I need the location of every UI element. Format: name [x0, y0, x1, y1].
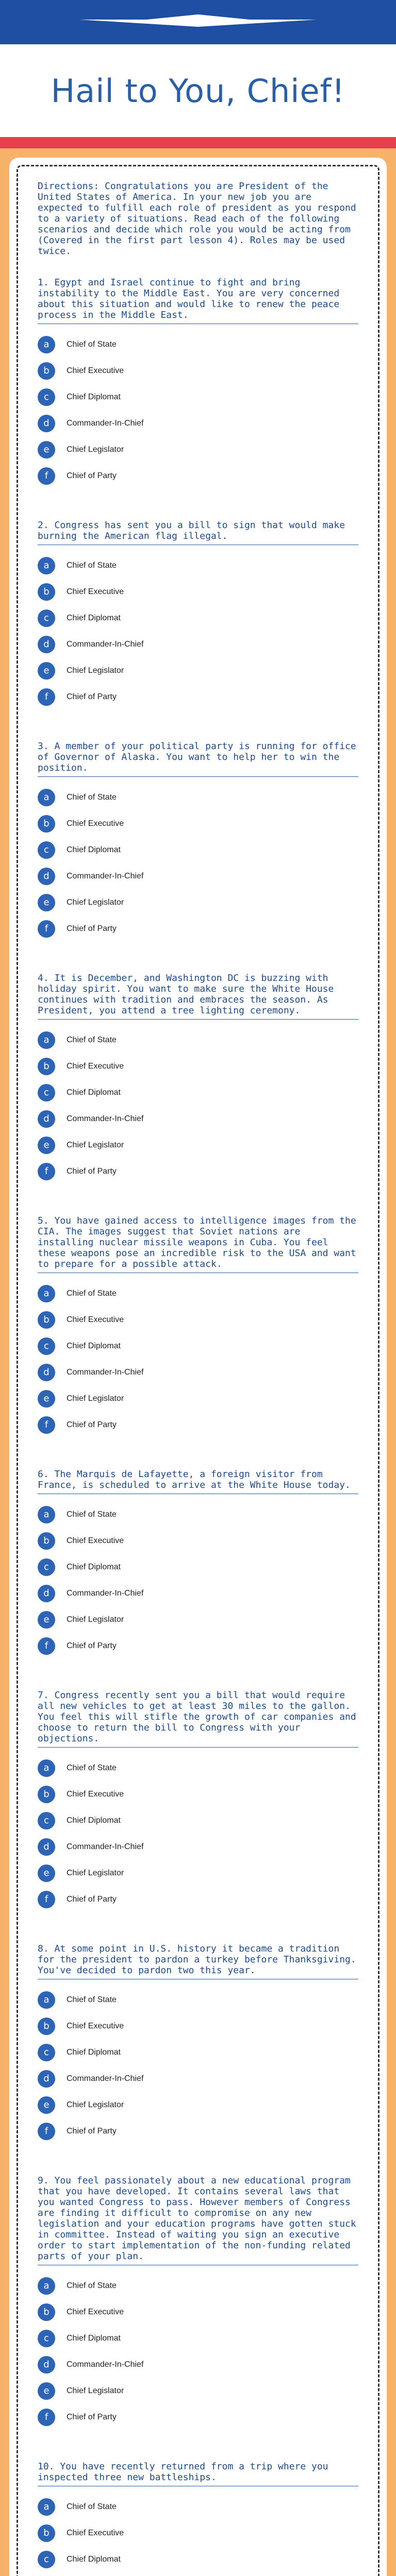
banner-decoration-lower: [79, 20, 317, 27]
option-letter-bubble[interactable]: e: [38, 1137, 55, 1154]
option-letter-bubble[interactable]: d: [38, 1110, 55, 1128]
question-spacer: [38, 2430, 358, 2461]
answer-option-a[interactable]: [38, 552, 358, 579]
option-label: Commander-In-Chief: [67, 871, 144, 880]
option-label: Chief Executive: [67, 1061, 124, 1071]
option-letter-bubble[interactable]: a: [38, 336, 55, 353]
option-letter-bubble[interactable]: e: [38, 2382, 55, 2400]
option-letter-bubble[interactable]: e: [38, 441, 55, 459]
option-letter-bubble[interactable]: a: [38, 1031, 55, 1049]
question-spacer: [38, 1184, 358, 1215]
answer-option-c[interactable]: [38, 2325, 358, 2351]
option-letter-bubble[interactable]: d: [38, 1364, 55, 1381]
question-5: [38, 1215, 358, 1469]
worksheet-content: [16, 165, 380, 2576]
option-label: Chief Legislator: [67, 2100, 124, 2109]
answer-option-e[interactable]: [38, 2378, 358, 2404]
option-letter-bubble[interactable]: a: [38, 2277, 55, 2295]
answer-option-b[interactable]: [38, 2520, 358, 2546]
option-label: Chief of State: [67, 1289, 117, 1298]
option-label: Chief of State: [67, 1995, 117, 2004]
option-letter-bubble[interactable]: c: [38, 841, 55, 859]
option-label: Chief of Party: [67, 1641, 117, 1650]
answer-option-c[interactable]: [38, 1333, 358, 1359]
option-label: Chief of Party: [67, 2412, 117, 2421]
option-label: Chief Executive: [67, 1536, 124, 1545]
option-label: Chief of Party: [67, 471, 117, 480]
option-letter-bubble[interactable]: e: [38, 2096, 55, 2114]
option-letter-bubble[interactable]: a: [38, 1759, 55, 1777]
answer-option-b[interactable]: [38, 358, 358, 384]
option-label: Chief Executive: [67, 366, 124, 375]
option-letter-bubble[interactable]: f: [38, 467, 55, 485]
question-9: [38, 2175, 358, 2461]
question-8: [38, 1943, 358, 2175]
answer-option-a[interactable]: [38, 1501, 358, 1528]
answer-option-e[interactable]: [38, 1385, 358, 1412]
option-letter-bubble[interactable]: d: [38, 2070, 55, 2088]
answer-option-a[interactable]: [38, 1987, 358, 2013]
option-label: Chief of State: [67, 340, 117, 349]
option-label: Chief Diplomat: [67, 1816, 121, 1825]
option-label: Chief of State: [67, 1510, 117, 1519]
option-label: Commander-In-Chief: [67, 1114, 144, 1123]
answer-option-e[interactable]: [38, 1860, 358, 1886]
answer-option-b[interactable]: [38, 1528, 358, 1554]
option-label: Chief of State: [67, 1763, 117, 1772]
answer-option-c[interactable]: [38, 2039, 358, 2065]
option-letter-bubble[interactable]: b: [38, 815, 55, 833]
answer-option-e[interactable]: [38, 2092, 358, 2118]
option-label: Chief Legislator: [67, 666, 124, 675]
option-label: Chief of State: [67, 792, 117, 802]
option-label: Chief Diplomat: [67, 392, 121, 401]
option-label: Commander-In-Chief: [67, 1842, 144, 1851]
question-spacer: [38, 710, 358, 741]
answer-option-f[interactable]: [38, 2404, 358, 2430]
option-letter-bubble[interactable]: f: [38, 1163, 55, 1180]
question-text: 1. Egypt and Israel continue to fight and bring instability to the Middle East. You are very concerned about this situation and would like to renew the peace process in the Middle East.: [38, 277, 358, 324]
option-label: Chief Diplomat: [67, 1088, 121, 1097]
answer-option-a[interactable]: [38, 1280, 358, 1307]
option-letter-bubble[interactable]: f: [38, 2123, 55, 2140]
question-spacer: [38, 1912, 358, 1943]
option-letter-bubble[interactable]: f: [38, 920, 55, 938]
option-label: Chief Diplomat: [67, 1341, 121, 1350]
answer-option-c[interactable]: [38, 1554, 358, 1580]
answer-option-b[interactable]: [38, 1053, 358, 1079]
answer-option-e[interactable]: [38, 889, 358, 916]
option-letter-bubble[interactable]: f: [38, 2409, 55, 2426]
option-label: Chief Diplomat: [67, 1562, 121, 1571]
option-letter-bubble[interactable]: a: [38, 1991, 55, 2009]
option-label: Commander-In-Chief: [67, 2074, 144, 2083]
option-label: Chief Legislator: [67, 1140, 124, 1149]
option-label: Commander-In-Chief: [67, 1367, 144, 1377]
option-label: Chief of State: [67, 561, 117, 570]
answer-option-b[interactable]: [38, 579, 358, 605]
answer-option-b[interactable]: [38, 810, 358, 837]
answer-option-a[interactable]: [38, 2494, 358, 2520]
questions-list: [38, 277, 358, 2576]
option-letter-bubble[interactable]: f: [38, 1891, 55, 1908]
option-letter-bubble[interactable]: c: [38, 1558, 55, 1576]
option-letter-bubble[interactable]: b: [38, 1311, 55, 1329]
question-text: 3. A member of your political party is running for office of Governor of Alaska. You want to help her to win the position.: [38, 741, 358, 777]
option-label: Chief Executive: [67, 2307, 124, 2316]
answer-option-e[interactable]: [38, 436, 358, 463]
option-letter-bubble[interactable]: e: [38, 894, 55, 911]
answer-option-a[interactable]: [38, 1755, 358, 1781]
answer-option-d[interactable]: [38, 2351, 358, 2378]
answer-option-b[interactable]: [38, 1781, 358, 1807]
question-1: [38, 277, 358, 520]
question-text: 8. At some point in U.S. history it became a tradition for the president to pardon a turkey before Thanksgiving. You've decided to pardon two this year.: [38, 1943, 358, 1979]
option-label: Chief Diplomat: [67, 613, 121, 622]
question-spacer: [38, 1438, 358, 1469]
answer-option-c[interactable]: [38, 1807, 358, 1834]
option-label: Chief of Party: [67, 1894, 117, 1904]
option-label: Commander-In-Chief: [67, 639, 144, 649]
directions-text: Directions: Congratulations you are President of the United States of America. In your new job you are expected to fulfill each role of president as you respond to a variety of situations. Read each of the following scenarios and decide which role you would be acting from (Covered in the first part lesson 4). Roles may be used twice.: [38, 181, 356, 257]
answer-option-a[interactable]: [38, 784, 358, 810]
option-label: Chief Diplomat: [67, 2554, 121, 2564]
option-label: Chief of Party: [67, 924, 117, 933]
answer-option-d[interactable]: [38, 410, 358, 436]
option-label: Chief Legislator: [67, 1868, 124, 1877]
option-letter-bubble[interactable]: a: [38, 557, 55, 574]
option-letter-bubble[interactable]: e: [38, 662, 55, 680]
answer-option-f[interactable]: [38, 463, 358, 489]
option-label: Chief of State: [67, 1035, 117, 1044]
option-letter-bubble[interactable]: f: [38, 1637, 55, 1655]
answer-option-b[interactable]: [38, 2299, 358, 2325]
answer-option-f[interactable]: [38, 1412, 358, 1438]
option-letter-bubble[interactable]: b: [38, 583, 55, 601]
red-band: [0, 137, 396, 148]
worksheet-background: [0, 148, 396, 2576]
option-letter-bubble[interactable]: a: [38, 789, 55, 806]
option-letter-bubble[interactable]: a: [38, 2498, 55, 2516]
answer-option-f[interactable]: [38, 916, 358, 942]
answer-option-d[interactable]: [38, 1834, 358, 1860]
answer-option-d[interactable]: [38, 1580, 358, 1606]
option-label: Chief Executive: [67, 2021, 124, 2030]
option-letter-bubble[interactable]: c: [38, 609, 55, 627]
top-banner: [0, 0, 396, 44]
question-2: [38, 520, 358, 741]
option-label: Chief of State: [67, 2502, 117, 2511]
option-label: Chief Legislator: [67, 2386, 124, 2395]
question-text: 2. Congress has sent you a bill to sign that would make burning the American flag illegal.: [38, 520, 358, 545]
question-6: [38, 1469, 358, 1690]
answer-option-c[interactable]: [38, 605, 358, 631]
option-label: Chief Legislator: [67, 1394, 124, 1403]
option-letter-bubble[interactable]: d: [38, 1585, 55, 1602]
question-spacer: [38, 1659, 358, 1690]
answer-option-e[interactable]: [38, 1606, 358, 1633]
option-label: Commander-In-Chief: [67, 2360, 144, 2369]
answer-option-c[interactable]: [38, 1079, 358, 1106]
question-text: 9. You feel passionately about a new educational program that you have developed. It contains several laws that you wanted Congress to pass. However members of Congress are finding it difficult to compromise on any new legislation and your education programs have gotten stuck in committee. Instead of waiting you sign an executive order to start implementation of the non-funding related parts of your plan.: [38, 2175, 358, 2265]
option-letter-bubble[interactable]: b: [38, 1058, 55, 1075]
option-letter-bubble[interactable]: c: [38, 2551, 55, 2568]
question-text: 7. Congress recently sent you a bill that would require all new vehicles to get at least 30 miles to the gallon. You feel this will stifle the growth of car companies and choose to return the bill to Congress with your objections.: [38, 1690, 358, 1748]
option-label: Chief Legislator: [67, 897, 124, 907]
option-label: Chief of Party: [67, 2126, 117, 2136]
answer-option-b[interactable]: [38, 1307, 358, 1333]
option-letter-bubble[interactable]: b: [38, 2524, 55, 2542]
answer-option-a[interactable]: [38, 2273, 358, 2299]
worksheet-paper: [9, 158, 387, 2576]
option-letter-bubble[interactable]: d: [38, 636, 55, 653]
option-label: Chief of Party: [67, 692, 117, 701]
option-letter-bubble[interactable]: c: [38, 388, 55, 406]
option-letter-bubble[interactable]: c: [38, 1337, 55, 1355]
option-letter-bubble[interactable]: b: [38, 362, 55, 380]
option-label: Chief Executive: [67, 587, 124, 596]
option-label: Chief Executive: [67, 1789, 124, 1799]
option-label: Chief Diplomat: [67, 2333, 121, 2343]
option-label: Chief Executive: [67, 819, 124, 828]
answer-option-c[interactable]: [38, 384, 358, 410]
answer-option-b[interactable]: [38, 2013, 358, 2039]
question-7: [38, 1690, 358, 1943]
option-letter-bubble[interactable]: e: [38, 1390, 55, 1408]
question-text: 6. The Marquis de Lafayette, a foreign visitor from France, is scheduled to arrive at the White House today.: [38, 1469, 358, 1494]
option-letter-bubble[interactable]: c: [38, 1084, 55, 1101]
option-label: Chief Executive: [67, 2528, 124, 2537]
answer-option-a[interactable]: [38, 331, 358, 358]
answer-option-d[interactable]: [38, 2065, 358, 2092]
option-label: Chief Executive: [67, 1315, 124, 1324]
option-letter-bubble[interactable]: c: [38, 2044, 55, 2061]
question-3: [38, 741, 358, 973]
question-spacer: [38, 489, 358, 520]
answer-option-c[interactable]: [38, 837, 358, 863]
option-letter-bubble[interactable]: c: [38, 2330, 55, 2347]
option-letter-bubble[interactable]: d: [38, 868, 55, 885]
option-letter-bubble[interactable]: e: [38, 1865, 55, 1882]
answer-option-e[interactable]: [38, 657, 358, 684]
option-letter-bubble[interactable]: d: [38, 415, 55, 432]
question-text: 5. You have gained access to intelligence images from the CIA. The images suggest that Soviet nations are installing nuclear missile weapons in Cuba. You feel these weapons pose an incredible risk to the USA and want to prepare for a possible attack.: [38, 1215, 358, 1273]
option-letter-bubble[interactable]: e: [38, 1611, 55, 1629]
question-4: [38, 973, 358, 1215]
answer-option-d[interactable]: [38, 863, 358, 889]
option-label: Chief of State: [67, 2281, 117, 2290]
answer-option-d[interactable]: [38, 2572, 358, 2576]
answer-option-f[interactable]: [38, 1158, 358, 1184]
answer-option-a[interactable]: [38, 1027, 358, 1053]
option-label: Chief Diplomat: [67, 2047, 121, 2057]
option-letter-bubble[interactable]: b: [38, 1786, 55, 1803]
option-label: Chief of Party: [67, 1166, 117, 1176]
answer-option-e[interactable]: [38, 1132, 358, 1158]
option-label: Chief Legislator: [67, 445, 124, 454]
answer-option-d[interactable]: [38, 1359, 358, 1385]
option-label: Chief Legislator: [67, 1615, 124, 1624]
option-label: Chief Diplomat: [67, 845, 121, 854]
question-text: 10. You have recently returned from a trip where you inspected three new battleships.: [38, 2461, 358, 2486]
answer-option-f[interactable]: [38, 1633, 358, 1659]
option-letter-bubble[interactable]: c: [38, 1812, 55, 1829]
answer-option-f[interactable]: [38, 1886, 358, 1912]
option-letter-bubble[interactable]: b: [38, 1532, 55, 1550]
option-letter-bubble[interactable]: b: [38, 2018, 55, 2035]
option-letter-bubble[interactable]: f: [38, 1416, 55, 1434]
answer-option-d[interactable]: [38, 631, 358, 657]
option-label: Commander-In-Chief: [67, 1588, 144, 1598]
question-10: [38, 2461, 358, 2576]
option-letter-bubble[interactable]: f: [38, 688, 55, 706]
answer-option-f[interactable]: [38, 2118, 358, 2144]
title-area: [0, 44, 396, 137]
answer-option-c[interactable]: [38, 2546, 358, 2572]
option-letter-bubble[interactable]: d: [38, 1838, 55, 1856]
option-letter-bubble[interactable]: a: [38, 1285, 55, 1302]
option-label: Commander-In-Chief: [67, 418, 144, 428]
option-letter-bubble[interactable]: d: [38, 2356, 55, 2374]
page-title: Hail to You, Chief!: [51, 72, 345, 110]
answer-option-f[interactable]: [38, 684, 358, 710]
question-spacer: [38, 942, 358, 973]
answer-option-d[interactable]: [38, 1106, 358, 1132]
option-letter-bubble[interactable]: a: [38, 1506, 55, 1523]
option-label: Chief of Party: [67, 1420, 117, 1429]
question-text: 4. It is December, and Washington DC is buzzing with holiday spirit. You want to make sure the White House continues with tradition and embraces the season. As President, you attend a tree lighting ceremony.: [38, 973, 358, 1020]
question-spacer: [38, 2144, 358, 2175]
option-letter-bubble[interactable]: b: [38, 2303, 55, 2321]
